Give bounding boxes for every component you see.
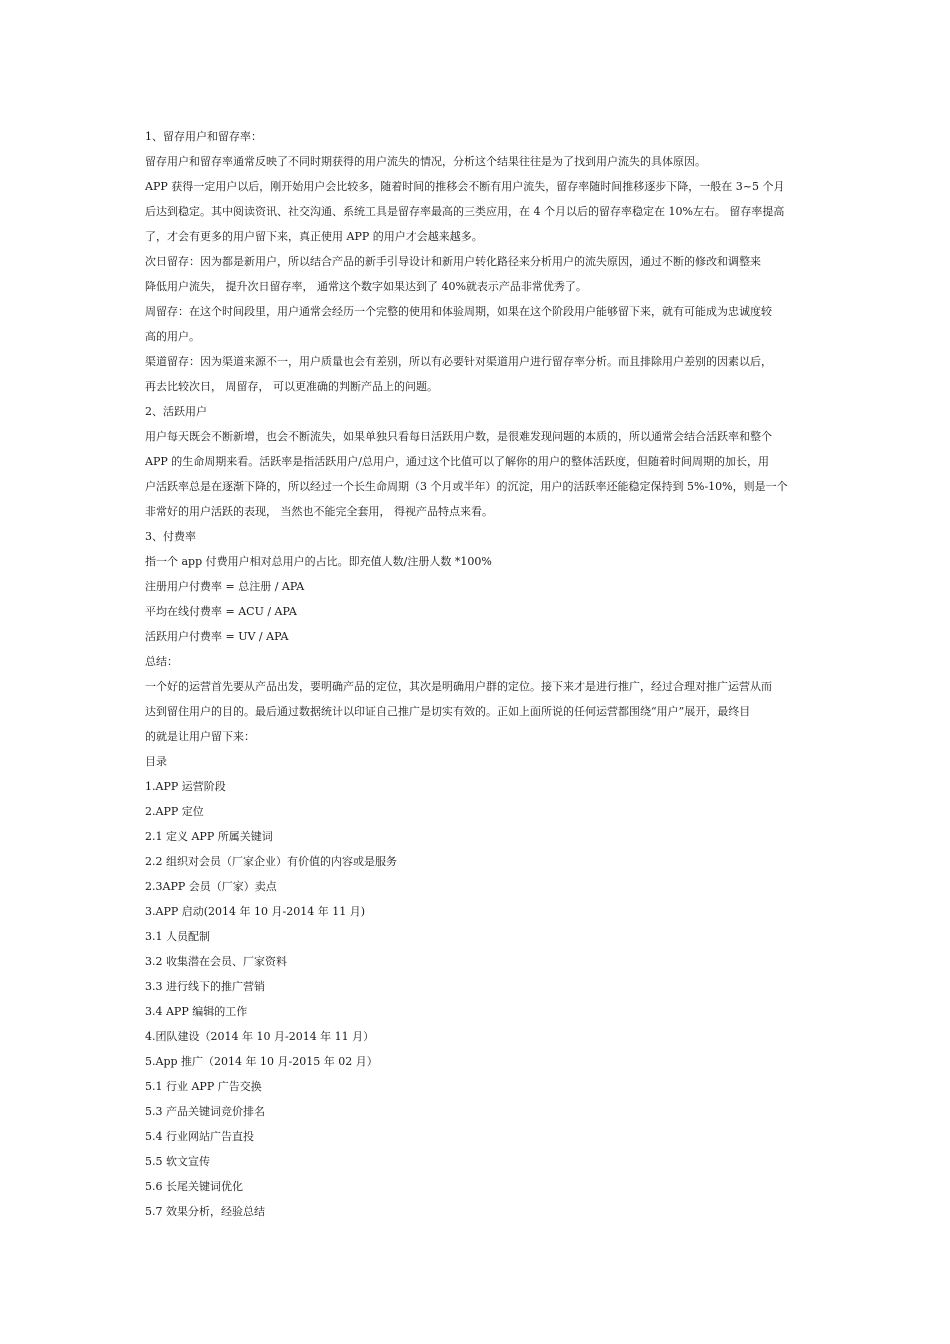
text-line: 一个好的运营首先要从产品出发，要明确产品的定位，其次是明确用户群的定位。接下来才是进行推广，经过合理对推广运营从而 xyxy=(145,680,772,693)
document-body xyxy=(145,124,810,1224)
text-line: 1.APP 运营阶段 xyxy=(145,780,226,793)
text-line: 2.2 组织对会员（厂家企业）有价值的内容或是服务 xyxy=(145,855,397,868)
text-line: 注册用户付费率 = 总注册 / APA xyxy=(145,580,305,593)
text-line: 高的用户。 xyxy=(145,330,200,343)
text-line: 次日留存：因为都是新用户，所以结合产品的新手引导设计和新用户转化路径来分析用户的流失原因，通过不断的修改和调整来 xyxy=(145,255,761,268)
text-line: 3.APP 启动(2014 年 10 月-2014 年 11 月) xyxy=(145,905,365,918)
text-line: 用户每天既会不断新增，也会不断流失，如果单独只看每日活跃用户数，是很难发现问题的本质的，所以通常会结合活跃率和整个 xyxy=(145,430,772,443)
text-line: 再去比较次日， 周留存， 可以更准确的判断产品上的问题。 xyxy=(145,380,438,393)
text-line: 2.APP 定位 xyxy=(145,805,204,818)
text-line: 指一个 app 付费用户相对总用户的占比。即充值人数/注册人数 *100% xyxy=(145,555,492,568)
text-line: 5.4 行业网站广告直投 xyxy=(145,1130,254,1143)
text-line: 3.2 收集潜在会员、厂家资料 xyxy=(145,955,287,968)
text-line: 降低用户流失， 提升次日留存率， 通常这个数字如果达到了 40%就表示产品非常优秀了。 xyxy=(145,280,587,293)
text-line: 活跃用户付费率 = UV / APA xyxy=(145,630,289,643)
text-line: 户活跃率总是在逐渐下降的，所以经过一个长生命周期（3 个月或半年）的沉淀，用户的活跃率还能稳定保持到 5%-10%，则是一个 xyxy=(145,480,788,493)
text-line: 5.3 产品关键词竞价排名 xyxy=(145,1105,265,1118)
text-line: 3.3 进行线下的推广营销 xyxy=(145,980,265,993)
text-line: 5.5 软文宣传 xyxy=(145,1155,210,1168)
text-line: 目录 xyxy=(145,755,167,768)
text-line: APP 获得一定用户以后，刚开始用户会比较多，随着时间的推移会不断有用户流失，留存率随时间推移逐步下降，一般在 3~5 个月 xyxy=(145,180,785,193)
text-line: 了，才会有更多的用户留下来，真正使用 APP 的用户才会越来越多。 xyxy=(145,230,483,243)
text-line: 非常好的用户活跃的表现， 当然也不能完全套用， 得视产品特点来看。 xyxy=(145,505,493,518)
text-line: 周留存：在这个时间段里，用户通常会经历一个完整的使用和体验周期，如果在这个阶段用户能够留下来，就有可能成为忠诚度较 xyxy=(145,305,772,318)
text-line: 2.1 定义 APP 所属关键词 xyxy=(145,830,273,843)
text-line: 5.6 长尾关键词优化 xyxy=(145,1180,243,1193)
text-line: 3.4 APP 编辑的工作 xyxy=(145,1005,248,1018)
text-line: 总结： xyxy=(145,655,178,668)
text-line: 5.1 行业 APP 广告交换 xyxy=(145,1080,262,1093)
text-line: 1、留存用户和留存率： xyxy=(145,130,262,143)
text-line: 达到留住用户的目的。最后通过数据统计以印证自己推广是切实有效的。正如上面所说的任何运营都围绕“用户”展开，最终目 xyxy=(145,705,751,718)
text-line: 3.1 人员配制 xyxy=(145,930,210,943)
text-line: 平均在线付费率 = ACU / APA xyxy=(145,605,297,618)
text-line: APP 的生命周期来看。活跃率是指活跃用户/总用户，通过这个比值可以了解你的用户的整体活跃度，但随着时间周期的加长，用 xyxy=(145,455,769,468)
text-line: 的就是让用户留下来： xyxy=(145,730,255,743)
text-line: 渠道留存：因为渠道来源不一，用户质量也会有差别，所以有必要针对渠道用户进行留存率分析。而且排除用户差别的因素以后， xyxy=(145,355,772,368)
text-line: 2、活跃用户 xyxy=(145,405,207,418)
text-line: 留存用户和留存率通常反映了不同时期获得的用户流失的情况，分析这个结果往往是为了找到用户流失的具体原因。 xyxy=(145,155,706,168)
text-line: 5.7 效果分析，经验总结 xyxy=(145,1205,265,1218)
text-line: 2.3APP 会员（厂家）卖点 xyxy=(145,880,277,893)
text-line: 3、付费率 xyxy=(145,530,196,543)
text-line: 后达到稳定。其中阅读资讯、社交沟通、系统工具是留存率最高的三类应用，在 4 个月以后的留存率稳定在 10%左右。 留存率提高 xyxy=(145,205,785,218)
text-line: 4.团队建设（2014 年 10 月-2014 年 11 月） xyxy=(145,1030,375,1043)
text-line: 5.App 推广（2014 年 10 月-2015 年 02 月） xyxy=(145,1055,378,1068)
